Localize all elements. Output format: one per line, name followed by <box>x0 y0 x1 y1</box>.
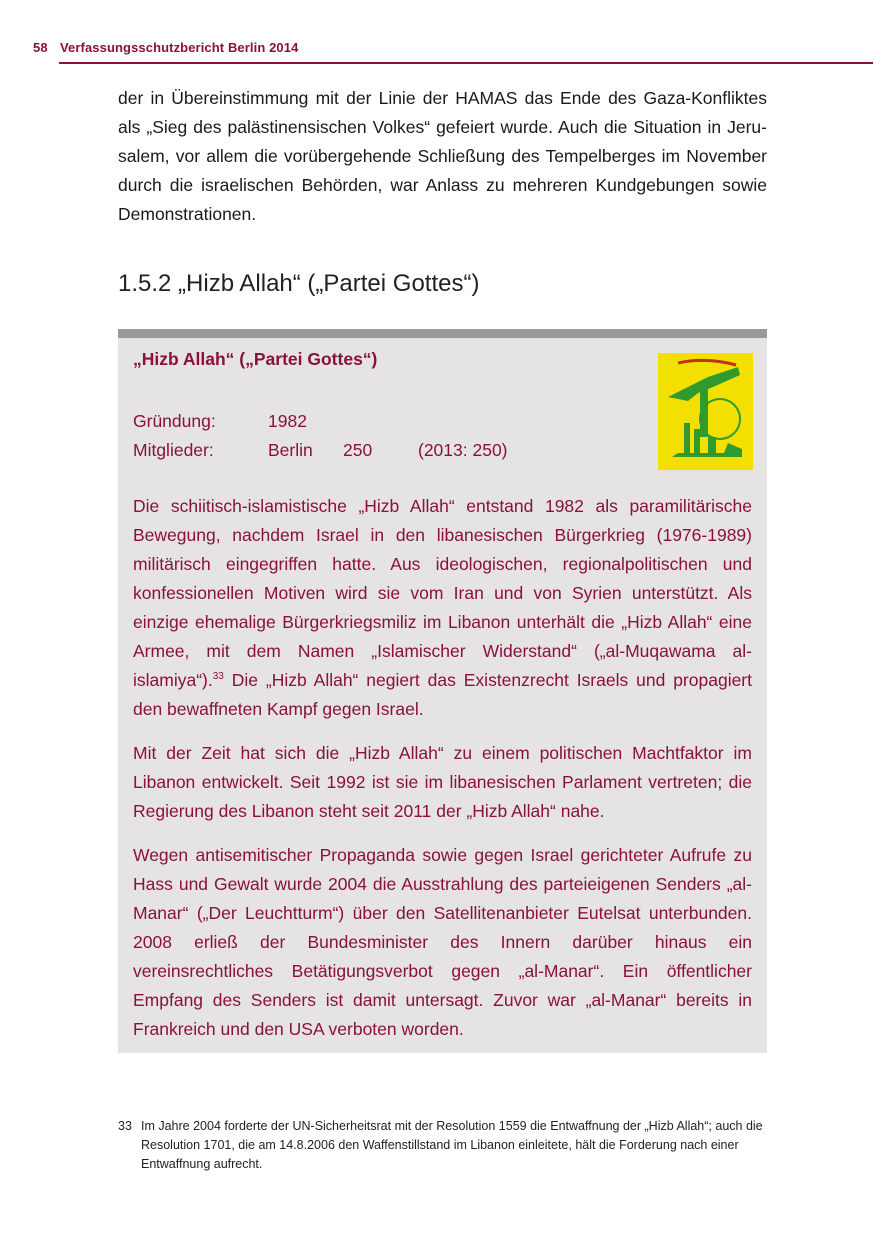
fact-previous: (2013: 250) <box>418 440 508 460</box>
fact-value: 1982 <box>268 411 307 431</box>
infobox-top-bar <box>118 329 767 338</box>
intro-paragraph: der in Übereinstimmung mit der Linie der HAMAS das Ende des Gaza-Konfliktes als „Sieg des palästinensischen Volkes“ gefeiert wurde. Auch die Situation in Jerusalem, vor allem die vorübergehende Schließung des Tempelberges im November durch die israelischen Behörden, war Anlass zu mehreren Kundgebungen sowie Demonstrationen. <box>118 88 767 224</box>
fact-label: Mitglieder: <box>133 440 214 460</box>
paragraph-text: Die „Hizb Allah“ negiert das Existenzrecht Israels und propagiert den bewaffneten Kampf gegen Israel. <box>133 670 752 719</box>
running-header <box>33 40 298 55</box>
section-title: 1.5.2 „Hizb Allah“ („Partei Gottes“) <box>118 270 480 297</box>
infobox-paragraph <box>133 492 752 724</box>
fact-count: 250 <box>343 440 373 460</box>
infobox-paragraph: Wegen antisemitischer Propaganda sowie gegen Israel gerichteter Aufrufe zu Hass und Gewalt wurde 2004 die Ausstrahlung des parteieigenen Senders „al-Manar“ („Der Leuchtturm“) über den Satellitenanbieter Eutelsat unterbunden. 2008 erließ der Bundesminister des Innern darüber hinaus ein vereinsrechtliches Betätigungsverbot gegen „al-Manar“. Ein öffentlicher Empfang des Senders ist damit untersagt. Zuvor war „al-Manar“ bereits in Frankreich und den USA verboten worden. <box>133 845 752 1039</box>
fact-city: Berlin <box>268 440 313 460</box>
infobox <box>118 329 767 1053</box>
header-rule <box>59 62 873 64</box>
infobox-title: „Hizb Allah“ („Partei Gottes“) <box>133 349 378 369</box>
footnote-text: Im Jahre 2004 forderte der UN-Sicherheitsrat mit der Resolution 1559 die Entwaffnung der „Hizb Allah“; auch die Resolution 1701, die am 14.8.2006 den Waffenstillstand im Libanon einleitete, hält die Forderung nach einer Entwaffnung aufrecht. <box>141 1119 763 1171</box>
page-number: 58 <box>33 40 48 55</box>
report-title: Verfassungsschutzbericht Berlin 2014 <box>60 40 299 55</box>
footnote-number: 33 <box>118 1119 132 1133</box>
hizb-allah-logo-icon <box>658 353 753 470</box>
paragraph-text: Die schiitisch-islamistische „Hizb Allah“ entstand 1982 als paramilitärische Bewegung, nachdem Israel in den libanesischen Bürgerkrieg (1976-1989) militärisch eingegriffen hatte. Aus ideologischen, regionalpolitischen und konfessionellen Motiven wird sie vom Iran und von Syrien unterstützt. Als einzige ehemalige Bürgerkriegsmiliz im Libanon unterhält die „Hizb Allah“ eine Armee, mit dem Namen „Islamischer Widerstand“ („al-Muqawama al-islamiya“). <box>133 496 752 690</box>
fact-label: Gründung: <box>133 411 216 431</box>
infobox-paragraph: Mit der Zeit hat sich die „Hizb Allah“ zu einem politischen Machtfaktor im Libanon entwickelt. Seit 1992 ist sie im libanesischen Parlament vertreten; die Regierung des Libanon steht seit 2011 der „Hizb Allah“ nahe. <box>133 743 752 821</box>
footnote <box>118 1117 768 1174</box>
infobox-body <box>133 492 752 1059</box>
footnote-reference[interactable]: 33 <box>212 671 224 683</box>
